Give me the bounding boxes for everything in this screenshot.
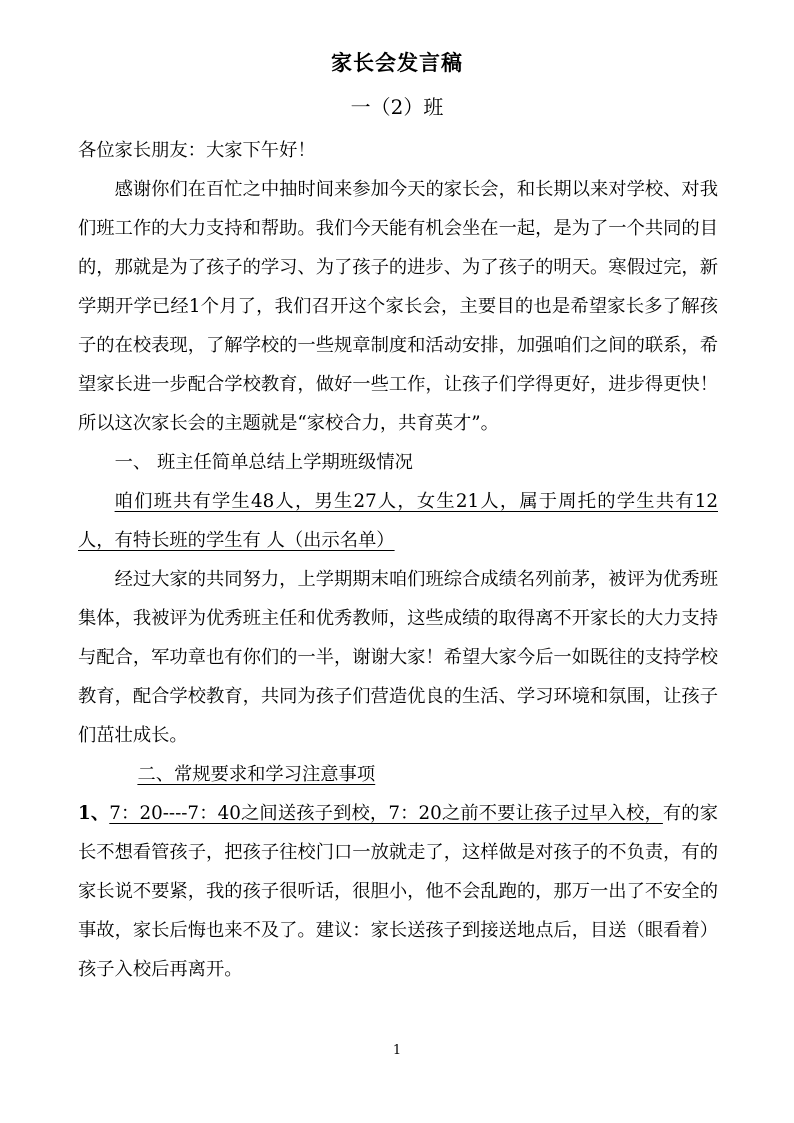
rule-item-1-number: 1、: [78, 803, 110, 824]
rule-item-1-underlined: 7：20----7：40之间送孩子到校，7：20之前不要让孩子过早入校，: [109, 803, 663, 824]
section2-heading-text: 二、常规要求和学习注意事项: [137, 764, 376, 785]
section1-heading: 一、 班主任简单总结上学期班级情况: [114, 452, 413, 473]
document-body: [78, 131, 718, 989]
intro-paragraph: 感谢你们在百忙之中抽时间来参加今天的家长会，和长期以来对学校、对我们班工作的大力支持和帮助。我们今天能有机会坐在一起，是为了一个共同的目的，那就是为了孩子的学习、为了孩子的进步、为了孩子的明天。寒假过完，新学期开学已经1个月了，我们召开这个家长会，主要目的也是希望家长多了解孩子的在校表现，了解学校的一些规章制度和活动安排，加强咱们之间的联系，希望家长进一步配合学校教育，做好一些工作，让孩子们学得更好，进步得更快！所以这次家长会的主题就是“家校合力，共育英才”。: [78, 179, 718, 434]
section2-heading: [78, 755, 718, 794]
achievement-paragraph: 经过大家的共同努力，上学期期末咱们班综合成绩名列前茅，被评为优秀班集体，我被评为优秀班主任和优秀教师，这些成绩的取得离不开家长的大力支持与配合，军功章也有你们的一半，谢谢大家！希望大家今后一如既往的支持学校教育，配合学校教育，共同为孩子们营造优良的生活、学习环境和氛围，让孩子们茁壮成长。: [78, 569, 718, 746]
page-number: 1: [392, 1043, 402, 1058]
rule-item-1: [78, 794, 718, 989]
document-title: 家长会发言稿: [331, 50, 463, 75]
class-stats-paragraph: 咱们班共有学生48人，男生27人，女生21人，属于周托的学生共有12人，有特长班的学生有 人（出示名单）: [78, 491, 718, 551]
rule-item-1-text: 有的家长不想看管孩子，把孩子往校门口一放就走了，这样做是对孩子的不负责，有的家长说不要紧，我的孩子很听话，很胆小，他不会乱跑的，那万一出了不安全的事故，家长后悔也来不及了。建议：家长送孩子到接送地点后，目送（眼看着）孩子入校后再离开。: [78, 803, 719, 980]
class-subtitle: 一（2）班: [350, 95, 444, 119]
greeting: 各位家长朋友：大家下午好！: [78, 140, 316, 161]
